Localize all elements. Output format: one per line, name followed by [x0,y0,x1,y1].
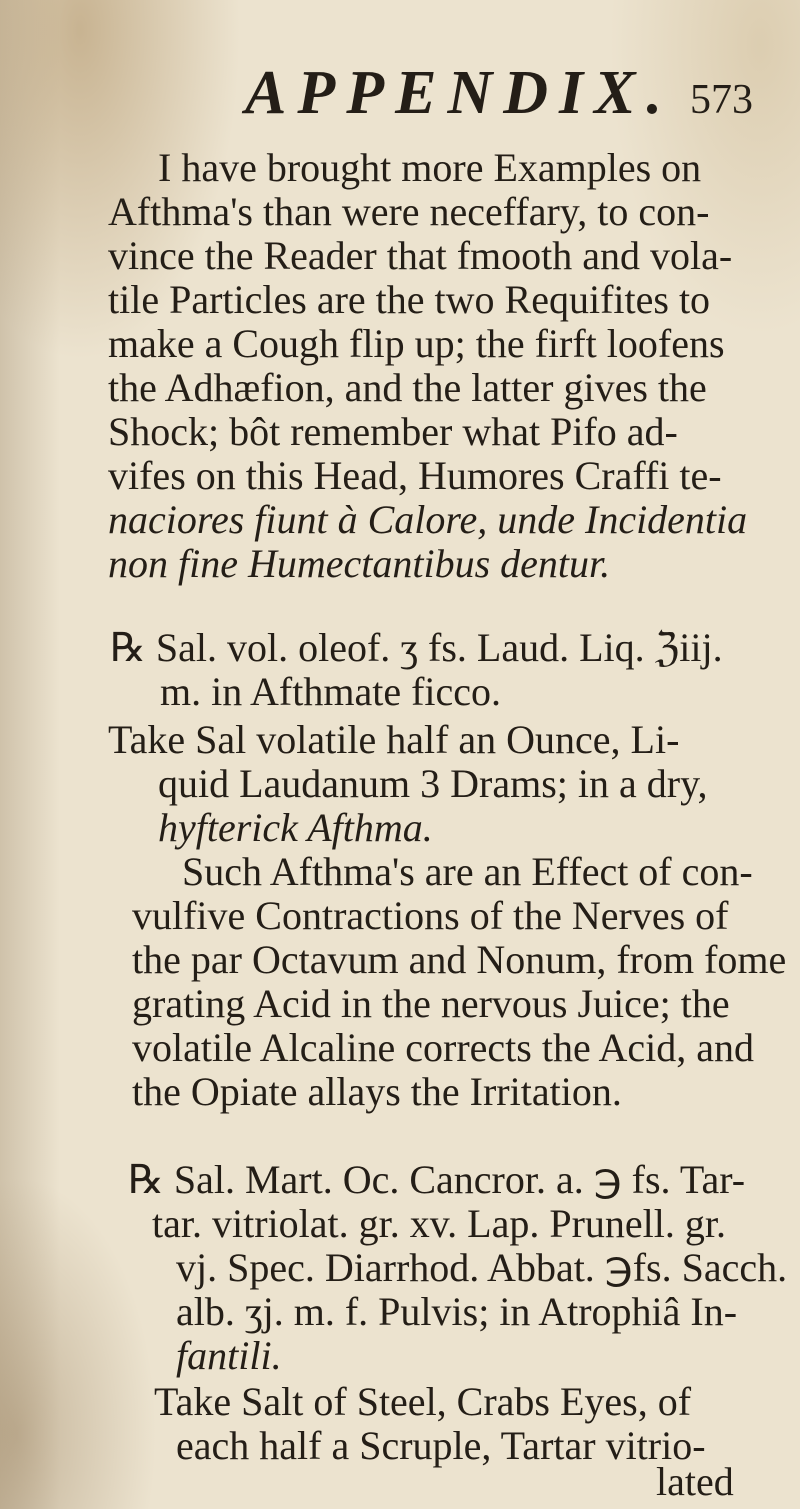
text-line: quid Laudanum 3 Drams; in a dry, [158,761,708,806]
page-header [0,58,800,128]
recipe-line: m. in Afthmate ficco. [160,669,502,714]
text-line: vince the Reader that fmooth and vola- [108,233,733,278]
text-line: the Adhæfion, and the latter gives the [108,365,707,410]
recipe-line: ℞ Sal. Mart. Oc. Cancror. a. ℈ fs. Tar- [128,1157,746,1202]
text-line: vifes on this Head, Humores Craffi te- [108,453,722,498]
recipe-line: fantili. [176,1333,282,1378]
text-line: vulfive Contractions of the Nerves of [132,893,729,938]
recipe-line: tar. vitriolat. gr. xv. Lap. Prunell. gr. [152,1201,726,1246]
text-line: volatile Alcaline corrects the Acid, and [132,1025,754,1070]
text-line: the Opiate allays the Irritation. [132,1069,622,1114]
text-line: each half a Scruple, Tartar vitrio- [176,1423,706,1468]
text-line: make a Cough flip up; the firft loofens [108,321,725,366]
text-line: naciores fiunt à Calore, unde Incidentia [108,497,748,542]
text-line: grating Acid in the nervous Juice; the [132,981,730,1026]
text-line: the par Octavum and Nonum, from fome [132,937,787,982]
text-line: tile Particles are the two Requifites to [108,277,711,322]
running-head: APPENDIX. [245,59,673,127]
text-line: Shock; bôt remember what Pifo ad- [108,409,678,454]
recipe-line: vj. Spec. Diarrhod. Abbat. ℈fs. Sacch. [176,1245,788,1290]
recipe-line: alb. ʒj. m. f. Pulvis; in Atrophiâ In- [176,1289,738,1334]
text-line: non fine Humectantibus dentur. [108,541,611,586]
text-line: Afthma's than were neceffary, to con- [108,189,710,234]
text-line: Take Sal volatile half an Ounce, Li- [108,717,680,762]
page-number: 573 [690,77,753,123]
text-line: hyfterick Afthma. [158,805,433,850]
catchword: lated [656,1459,734,1504]
text-line: Take Salt of Steel, Crabs Eyes, of [154,1379,692,1424]
text-line: I have brought more Examples on [158,145,702,190]
text-line: Such Afthma's are an Effect of con- [182,849,753,894]
recipe-line: ℞ Sal. vol. oleof. ʒ fs. Laud. Liq. ℨiij. [110,625,723,670]
